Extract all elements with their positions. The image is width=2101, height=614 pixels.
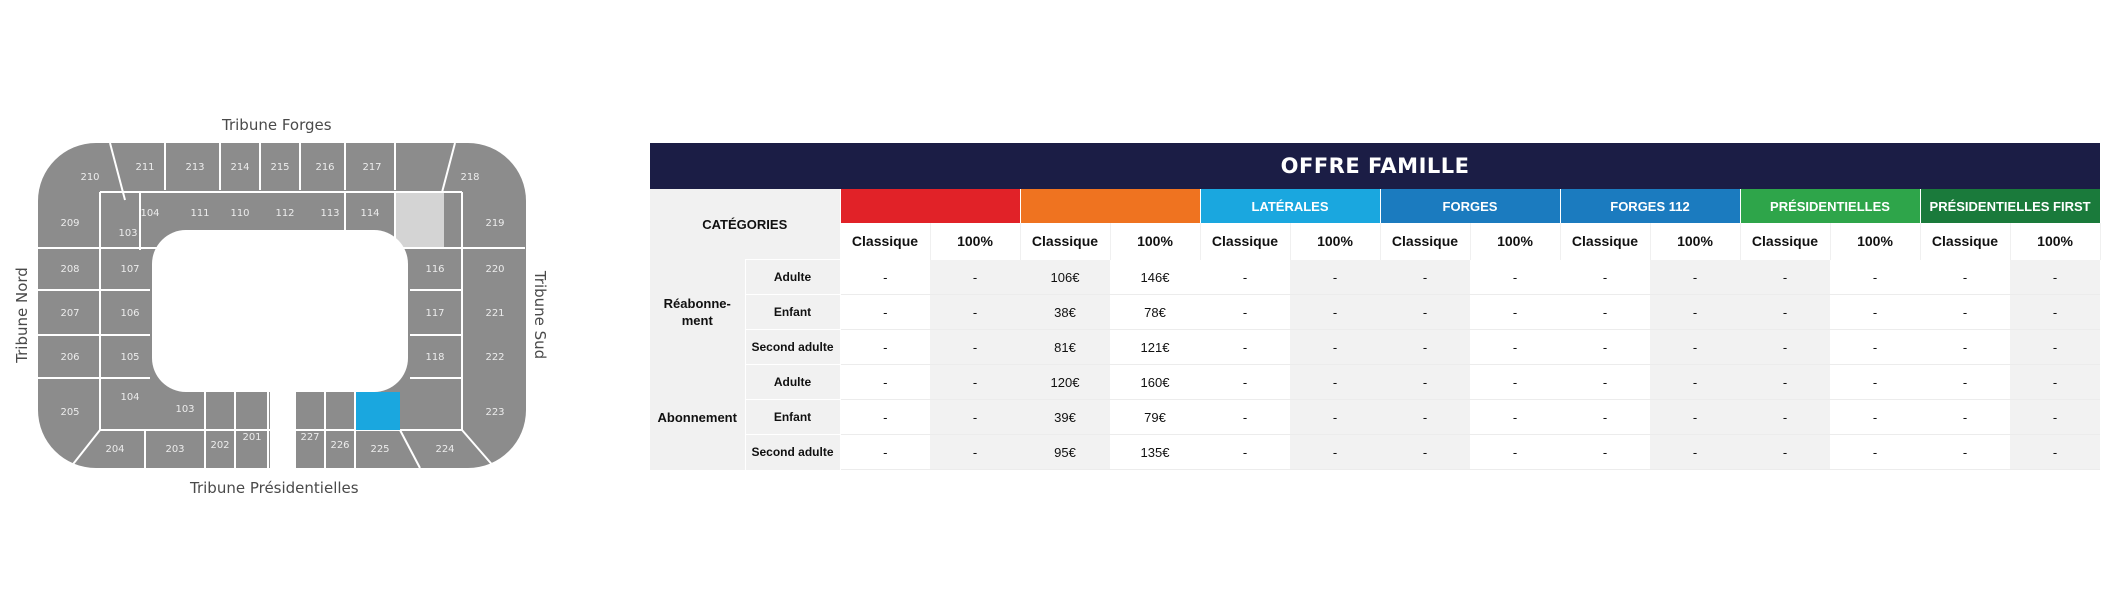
price-cell: - [930, 400, 1020, 435]
stand-label-sud: Tribune Sud [531, 270, 549, 360]
svg-text:226: 226 [330, 440, 350, 451]
price-cell: - [1740, 295, 1830, 330]
price-cell: - [1920, 330, 2010, 365]
price-cell: - [1560, 295, 1650, 330]
price-cell: - [840, 295, 930, 330]
price-cell: - [840, 400, 930, 435]
price-cell: - [1650, 295, 1740, 330]
svg-text:106: 106 [120, 308, 140, 319]
price-cell: 106€ [1020, 260, 1110, 295]
price-cell: - [1380, 400, 1470, 435]
price-cell: - [1560, 365, 1650, 400]
subheader-100: 100% [1110, 223, 1200, 260]
price-cell: - [2010, 400, 2100, 435]
price-cell: - [1920, 435, 2010, 470]
price-cell: 79€ [1110, 400, 1200, 435]
price-cell: 135€ [1110, 435, 1200, 470]
table-row [650, 330, 2100, 365]
svg-text:220: 220 [485, 264, 505, 275]
price-cell: - [840, 260, 930, 295]
section-highlight-grey [396, 193, 444, 247]
price-cell: - [1380, 330, 1470, 365]
price-cell: - [1740, 365, 1830, 400]
svg-text:215: 215 [270, 162, 290, 173]
price-cell: 160€ [1110, 365, 1200, 400]
price-cell: 81€ [1020, 330, 1110, 365]
price-cell: - [1290, 365, 1380, 400]
svg-text:202: 202 [210, 440, 230, 451]
table-row [650, 435, 2100, 470]
price-cell: - [1380, 295, 1470, 330]
price-cell: - [1920, 365, 2010, 400]
tunnel [270, 392, 294, 468]
svg-text:217: 217 [362, 162, 382, 173]
category-band: FORGES 112 [1560, 189, 1740, 223]
row-label: Adulte [745, 365, 840, 400]
table-title: OFFRE FAMILLE [650, 143, 2100, 189]
subheader-classique: Classique [1740, 223, 1830, 260]
subheader-100: 100% [1470, 223, 1560, 260]
categories-header: CATÉGORIES [650, 189, 840, 260]
group-label: Réabonne- ment [650, 260, 745, 365]
price-cell: - [2010, 435, 2100, 470]
price-cell: - [1560, 435, 1650, 470]
svg-text:205: 205 [60, 407, 80, 418]
svg-text:204: 204 [105, 444, 125, 455]
category-band: PRÉSIDENTIELLES FIRST [1920, 189, 2100, 223]
svg-text:227: 227 [300, 432, 320, 443]
svg-text:110: 110 [230, 208, 250, 219]
price-cell: - [1380, 365, 1470, 400]
price-cell: - [1650, 400, 1740, 435]
price-cell: - [1920, 295, 2010, 330]
price-cell: - [1470, 435, 1560, 470]
price-cell: - [1200, 400, 1290, 435]
category-band: PRÉSIDENTIELLES [1740, 189, 1920, 223]
subheader-classique: Classique [1560, 223, 1650, 260]
svg-text:224: 224 [435, 444, 455, 455]
price-cell: - [1560, 400, 1650, 435]
price-cell: - [930, 435, 1020, 470]
price-cell: - [1560, 260, 1650, 295]
pitch [152, 230, 408, 392]
svg-text:211: 211 [135, 162, 155, 173]
price-cell: - [1380, 435, 1470, 470]
price-cell: - [2010, 330, 2100, 365]
stand-label-nord: Tribune Nord [13, 267, 31, 363]
row-label: Adulte [745, 260, 840, 295]
svg-text:118: 118 [425, 352, 445, 363]
svg-text:209: 209 [60, 218, 80, 229]
svg-text:207: 207 [60, 308, 80, 319]
price-cell: 146€ [1110, 260, 1200, 295]
svg-text:210: 210 [80, 172, 100, 183]
price-cell: - [840, 365, 930, 400]
svg-text:219: 219 [485, 218, 505, 229]
svg-text:221: 221 [485, 308, 505, 319]
svg-text:223: 223 [485, 407, 505, 418]
table-row [650, 365, 2100, 400]
svg-text:214: 214 [230, 162, 250, 173]
price-cell: - [1200, 330, 1290, 365]
row-label: Second adulte [745, 330, 840, 365]
subheader-classique: Classique [840, 223, 930, 260]
subheader-100: 100% [1650, 223, 1740, 260]
price-cell: - [1650, 435, 1740, 470]
svg-text:218: 218 [460, 172, 480, 183]
price-cell: - [840, 330, 930, 365]
price-cell: - [1200, 435, 1290, 470]
svg-text:114: 114 [360, 208, 380, 219]
svg-text:213: 213 [185, 162, 205, 173]
svg-text:203: 203 [165, 444, 185, 455]
svg-text:113: 113 [320, 208, 340, 219]
price-cell: - [1200, 295, 1290, 330]
price-cell: - [2010, 295, 2100, 330]
price-cell: - [1830, 330, 1920, 365]
svg-text:103: 103 [175, 404, 195, 415]
price-cell: - [1380, 260, 1470, 295]
subheader-classique: Classique [1920, 223, 2010, 260]
price-cell: - [1830, 435, 1920, 470]
price-cell: 95€ [1020, 435, 1110, 470]
svg-text:107: 107 [120, 264, 140, 275]
subheader-classique: Classique [1200, 223, 1290, 260]
price-cell: - [1740, 260, 1830, 295]
row-label: Enfant [745, 295, 840, 330]
price-cell: 120€ [1020, 365, 1110, 400]
category-band [1020, 189, 1200, 223]
price-cell: - [1470, 400, 1560, 435]
price-cell: 121€ [1110, 330, 1200, 365]
subheader-100: 100% [2010, 223, 2100, 260]
price-cell: 38€ [1020, 295, 1110, 330]
stand-label-forges: Tribune Forges [222, 116, 332, 134]
price-cell: - [1830, 400, 1920, 435]
subheader-100: 100% [1290, 223, 1380, 260]
price-cell: - [1470, 330, 1560, 365]
price-cell: - [1200, 260, 1290, 295]
svg-text:112: 112 [275, 208, 295, 219]
price-cell: - [930, 295, 1020, 330]
svg-text:117: 117 [425, 308, 445, 319]
price-cell: - [1650, 365, 1740, 400]
price-cell: - [1830, 295, 1920, 330]
row-label: Second adulte [745, 435, 840, 470]
price-cell: - [2010, 365, 2100, 400]
price-cell: - [1290, 330, 1380, 365]
svg-text:225: 225 [370, 444, 390, 455]
category-band: LATÉRALES [1200, 189, 1380, 223]
svg-text:222: 222 [485, 352, 505, 363]
price-cell: - [1560, 330, 1650, 365]
svg-text:104: 104 [120, 392, 140, 403]
svg-text:105: 105 [120, 352, 140, 363]
price-cell: - [1470, 365, 1560, 400]
price-cell: - [1650, 330, 1740, 365]
subheader-100: 100% [930, 223, 1020, 260]
price-cell: - [1290, 400, 1380, 435]
table-row [650, 400, 2100, 435]
svg-text:208: 208 [60, 264, 80, 275]
svg-text:103: 103 [118, 228, 138, 239]
price-cell: - [1650, 260, 1740, 295]
subheader-classique: Classique [1380, 223, 1470, 260]
svg-text:104: 104 [140, 208, 160, 219]
price-cell: - [1830, 260, 1920, 295]
price-cell: - [1740, 330, 1830, 365]
category-band [840, 189, 1020, 223]
price-cell: - [1920, 400, 2010, 435]
svg-text:116: 116 [425, 264, 445, 275]
price-cell: - [930, 365, 1020, 400]
stadium-map-graphic [0, 0, 540, 614]
price-cell: - [840, 435, 930, 470]
subheader-100: 100% [1830, 223, 1920, 260]
price-cell: - [930, 260, 1020, 295]
price-cell: - [1470, 260, 1560, 295]
stand-label-presidentielles: Tribune Présidentielles [190, 479, 359, 497]
section-highlight-blue [356, 392, 400, 430]
row-label: Enfant [745, 400, 840, 435]
price-cell: - [1290, 295, 1380, 330]
price-cell: - [1830, 365, 1920, 400]
price-cell: - [1200, 365, 1290, 400]
group-label: Abonnement [650, 365, 745, 470]
svg-text:201: 201 [242, 432, 262, 443]
svg-text:206: 206 [60, 352, 80, 363]
price-cell: - [1290, 435, 1380, 470]
price-cell: - [1290, 260, 1380, 295]
price-cell: - [2010, 260, 2100, 295]
price-cell: - [1740, 435, 1830, 470]
subheader-classique: Classique [1020, 223, 1110, 260]
category-band: FORGES [1380, 189, 1560, 223]
svg-text:111: 111 [190, 208, 210, 219]
table-row [650, 295, 2100, 330]
price-cell: - [1470, 295, 1560, 330]
pricing-table [650, 143, 2101, 470]
stadium-map [0, 0, 549, 614]
table-row [650, 260, 2100, 295]
price-cell: 78€ [1110, 295, 1200, 330]
svg-text:216: 216 [315, 162, 335, 173]
price-cell: - [1740, 400, 1830, 435]
price-cell: - [1920, 260, 2010, 295]
price-cell: 39€ [1020, 400, 1110, 435]
price-cell: - [930, 330, 1020, 365]
